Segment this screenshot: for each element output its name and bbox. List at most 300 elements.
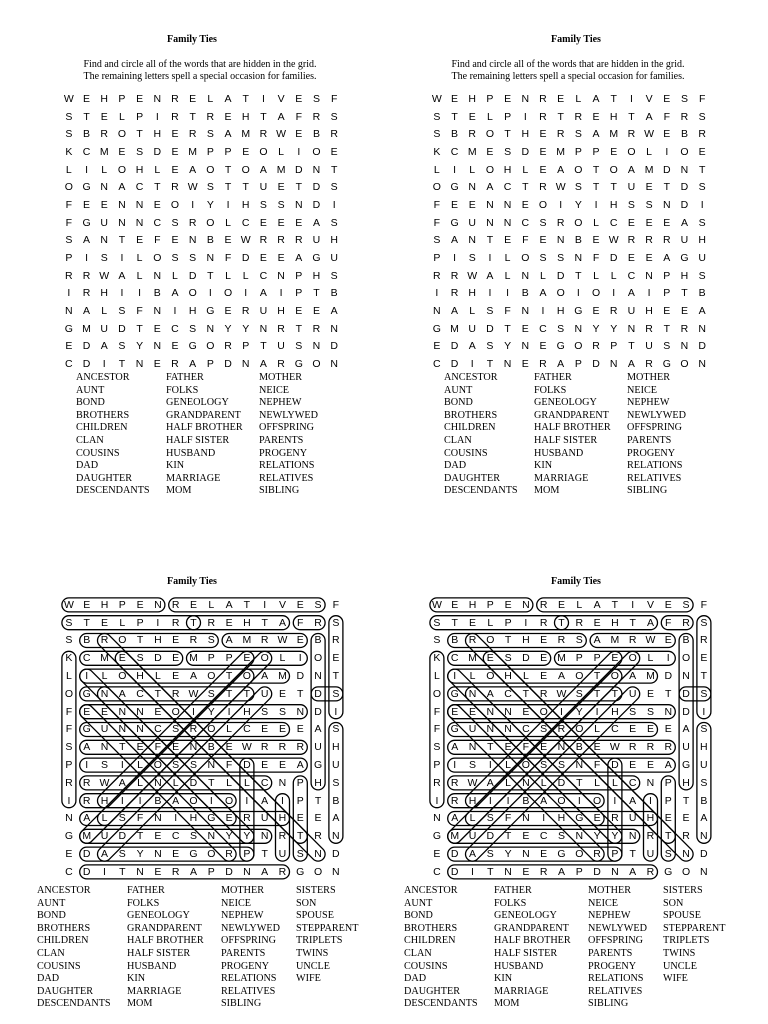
grid-letter: M — [609, 128, 619, 141]
grid-letter: B — [83, 128, 91, 141]
word-column — [127, 885, 204, 1011]
grid-letter: A — [261, 865, 269, 878]
grid-letter: L — [540, 776, 547, 789]
grid-letter: W — [431, 92, 442, 105]
word-list-item: COUSINS — [37, 960, 81, 972]
grid-letter: I — [612, 287, 616, 300]
grid-letter: O — [432, 687, 441, 700]
grid-letter: B — [521, 287, 529, 300]
grid-letter: T — [593, 687, 601, 700]
grid-letter: E — [700, 652, 708, 665]
grid-letter: R — [312, 110, 321, 123]
grid-letter: Y — [243, 830, 251, 843]
word-list-item: KIN — [534, 460, 553, 472]
word-list-item: GRANDPARENT — [494, 922, 569, 934]
grid-letter: I — [332, 198, 336, 211]
grid-letter: T — [297, 830, 304, 843]
grid-letter: L — [207, 92, 214, 105]
word-column — [404, 885, 478, 1011]
grid-letter: P — [611, 848, 619, 861]
grid-letter: N — [662, 198, 671, 211]
grid-letter: L — [242, 269, 249, 282]
grid-letter: R — [645, 234, 653, 247]
grid-letter: E — [172, 670, 180, 683]
word-list-item: GRANDPARENT — [166, 409, 241, 421]
grid-letter: W — [555, 181, 566, 194]
grid-letter: E — [83, 92, 91, 105]
grid-letter: E — [664, 598, 672, 611]
grid-letter: E — [504, 741, 512, 754]
grid-letter: B — [330, 287, 338, 300]
grid-letter: N — [433, 305, 441, 318]
grid-letter: O — [312, 145, 321, 158]
grid-letter: B — [83, 634, 91, 647]
grid-letter: W — [609, 741, 620, 754]
grid-letter: H — [468, 92, 477, 105]
instruction-line-1: Find and circle all of the words that are hidden in the grid. — [451, 59, 685, 70]
grid-letter: F — [700, 598, 708, 611]
grid-letter: D — [450, 340, 459, 353]
grid-letter: I — [67, 287, 71, 300]
grid-letter: I — [595, 705, 599, 718]
grid-letter: E — [593, 616, 601, 629]
grid-letter: Y — [610, 322, 618, 335]
grid-letter: H — [136, 670, 144, 683]
grid-letter: E — [663, 216, 671, 229]
word-list-item: MOM — [534, 485, 560, 497]
grid-letter: O — [207, 848, 216, 861]
grid-letter: A — [627, 163, 635, 176]
grid-letter: N — [206, 252, 215, 265]
grid-letter: T — [83, 616, 90, 629]
grid-letter: T — [136, 322, 143, 335]
grid-letter: N — [65, 305, 73, 318]
word-list-item: PARENTS — [627, 434, 672, 446]
word-column — [37, 885, 111, 1011]
grid-letter: T — [629, 616, 636, 629]
word-list-item: MOTHER — [627, 372, 671, 383]
grid-letter: N — [135, 358, 144, 371]
grid-letter: N — [522, 598, 530, 611]
grid-letter: S — [330, 110, 338, 123]
grid-letter: T — [628, 340, 635, 353]
grid-letter: L — [469, 670, 476, 683]
instruction-line-2: The remaining letters spell a special occasion for families. — [451, 71, 685, 82]
grid-letter: I — [666, 652, 670, 665]
grid-letter: R — [314, 830, 322, 843]
grid-letter: E — [172, 652, 180, 665]
word-list-item: DAUGHTER — [404, 985, 461, 997]
grid-letter: E — [261, 759, 269, 772]
grid-letter: S — [540, 723, 548, 736]
grid-letter: H — [611, 705, 619, 718]
grid-letter: N — [154, 848, 162, 861]
grid-letter: E — [171, 128, 179, 141]
grid-letter: L — [101, 305, 108, 318]
grid-letter: G — [662, 358, 671, 371]
grid-letter: O — [681, 652, 691, 665]
grid-letter: N — [207, 830, 216, 843]
grid-letter: T — [225, 670, 233, 683]
grid-letter: U — [628, 687, 637, 700]
grid-letter: F — [665, 616, 672, 629]
grid-letter: I — [560, 705, 563, 718]
grid-letter: R — [100, 128, 109, 141]
grid-letter: D — [611, 759, 619, 772]
grid-letter: O — [485, 163, 494, 176]
grid-letter: L — [225, 269, 231, 282]
grid-letter: F — [297, 616, 304, 629]
word-list-item: BROTHERS — [444, 409, 498, 421]
grid-letter: H — [680, 269, 689, 282]
grid-letter: D — [592, 358, 600, 371]
grid-letter: S — [65, 110, 73, 123]
grid-letter: E — [314, 812, 322, 825]
grid-letter: P — [663, 269, 671, 282]
grid-letter: A — [118, 181, 126, 194]
grid-letter: D — [680, 198, 689, 211]
grid-letter: C — [135, 181, 144, 194]
grid-letter: N — [206, 322, 215, 335]
grid-letter: L — [505, 759, 511, 772]
grid-letter: L — [433, 163, 440, 176]
grid-letter: T — [487, 741, 494, 754]
grid-letter: R — [698, 128, 706, 141]
grid-letter: T — [592, 163, 600, 176]
word-list-item: RELATIVES — [588, 985, 643, 997]
grid-letter: R — [627, 234, 636, 247]
grid-letter: P — [486, 92, 494, 105]
grid-letter: E — [154, 830, 162, 843]
grid-letter: R — [189, 723, 198, 736]
grid-letter: S — [171, 216, 179, 229]
grid-letter: G — [450, 687, 459, 700]
grid-letter: S — [100, 759, 108, 772]
grid-letter: E — [100, 705, 108, 718]
grid-letter: S — [539, 252, 547, 265]
grid-letter: R — [682, 830, 690, 843]
grid-letter: O — [556, 287, 565, 300]
grid-letter: W — [188, 687, 199, 700]
grid-letter: L — [647, 652, 654, 665]
grid-letter: N — [486, 723, 495, 736]
grid-letter: C — [522, 723, 530, 736]
instructions — [384, 59, 752, 83]
grid-letter: N — [189, 741, 198, 754]
grid-letter: A — [451, 812, 459, 825]
grid-letter: T — [295, 181, 302, 194]
grid-letter: O — [170, 198, 180, 211]
grid-letter: I — [576, 287, 580, 300]
grid-letter: R — [450, 287, 459, 300]
grid-letter: C — [433, 865, 441, 878]
word-list-item: NEWLYWED — [259, 409, 318, 421]
grid-letter: I — [244, 287, 248, 300]
answer-key-bottom-left — [0, 512, 384, 1024]
grid-letter: E — [224, 110, 232, 123]
grid-letter: I — [192, 705, 195, 718]
puzzle-top-left — [0, 0, 384, 512]
grid-letter: E — [153, 322, 161, 335]
grid-letter: R — [171, 110, 179, 123]
grid-letter: W — [277, 634, 288, 647]
grid-letter: E — [171, 145, 179, 158]
grid-letter: E — [153, 358, 161, 371]
grid-letter: O — [223, 287, 233, 300]
grid-letter: R — [539, 358, 547, 371]
word-list-item: DAUGHTER — [76, 472, 133, 484]
grid-letter: S — [698, 269, 706, 282]
grid-letter: R — [539, 598, 548, 611]
grid-letter: P — [663, 287, 671, 300]
grid-letter: F — [592, 252, 600, 265]
grid-letter: H — [278, 812, 287, 825]
grid-letter: F — [663, 110, 670, 123]
grid-letter: I — [524, 616, 528, 629]
grid-letter: E — [189, 598, 197, 611]
word-list-item: RELATIVES — [259, 472, 314, 484]
grid-letter: D — [82, 340, 91, 353]
grid-letter: T — [504, 634, 512, 647]
grid-letter: N — [486, 198, 494, 211]
grid-letter: E — [296, 634, 304, 647]
word-list-item: NEPHEW — [627, 397, 670, 409]
grid-letter: A — [312, 216, 320, 229]
grid-letter: G — [664, 865, 673, 878]
word-list-item: FOLKS — [166, 384, 199, 396]
grid-letter: T — [261, 616, 268, 629]
grid-letter: D — [188, 269, 197, 282]
grid-letter: T — [700, 670, 708, 683]
grid-letter: N — [522, 812, 530, 825]
grid-letter: I — [334, 705, 338, 718]
word-list-item: BOND — [444, 397, 473, 409]
grid-letter: S — [330, 216, 338, 229]
grid-letter: N — [468, 181, 477, 194]
grid-letter: S — [557, 830, 565, 843]
grid-letter: I — [226, 198, 230, 211]
grid-letter: W — [240, 234, 251, 247]
puzzle-title: Family Ties — [167, 34, 217, 45]
word-list-item: OFFSPRING — [259, 422, 314, 434]
word-list-item: WIFE — [296, 973, 321, 985]
grid-letter: U — [259, 305, 268, 318]
grid-letter: E — [225, 812, 233, 825]
word-list-item: DAD — [444, 460, 467, 472]
grid-letter: S — [539, 216, 547, 229]
grid-letter: U — [100, 723, 109, 736]
grid-letter: M — [557, 652, 566, 665]
grid-letter: U — [100, 216, 109, 229]
grid-letter: E — [278, 687, 286, 700]
grid-letter: L — [576, 598, 583, 611]
grid-letter: T — [681, 287, 688, 300]
grid-letter: S — [540, 759, 548, 772]
grid-letter: R — [260, 741, 269, 754]
grid-letter: N — [154, 598, 162, 611]
grid-letter: D — [82, 358, 91, 371]
grid-letter: H — [314, 776, 322, 789]
grid-letter: O — [207, 670, 216, 683]
grid-letter: N — [100, 181, 109, 194]
grid-letter: G — [207, 812, 216, 825]
grid-letter: N — [698, 322, 706, 335]
word-list-item: HUSBAND — [166, 447, 216, 459]
grid-letter: E — [593, 812, 601, 825]
grid-letter: E — [522, 830, 530, 843]
grid-letter: N — [664, 705, 673, 718]
grid-letter: S — [574, 128, 582, 141]
grid-letter: I — [155, 110, 159, 123]
grid-letter: G — [82, 687, 91, 700]
grid-letter: S — [700, 616, 708, 629]
word-list-item: RELATIVES — [627, 472, 682, 484]
grid-letter: O — [609, 163, 618, 176]
word-list-item: OFFSPRING — [588, 935, 643, 947]
grid-letter: L — [278, 145, 285, 158]
grid-letter: D — [700, 848, 708, 861]
grid-letter: I — [559, 198, 563, 211]
word-list-item: BOND — [37, 910, 66, 922]
grid-letter: T — [332, 670, 340, 683]
grid-letter: D — [682, 705, 690, 718]
grid-letter: R — [330, 128, 338, 141]
grid-letter: H — [468, 598, 477, 611]
grid-letter: E — [593, 741, 601, 754]
grid-letter: O — [117, 163, 126, 176]
grid-letter: S — [504, 652, 512, 665]
grid-letter: S — [682, 598, 690, 611]
grid-letter: G — [450, 723, 459, 736]
word-list-item: UNCLE — [296, 960, 330, 972]
grid-letter: R — [662, 234, 671, 247]
grid-letter: H — [521, 128, 530, 141]
grid-letter: T — [260, 110, 267, 123]
grid-letter: N — [278, 776, 287, 789]
grid-letter: N — [700, 865, 708, 878]
grid-letter: O — [153, 252, 162, 265]
grid-letter: A — [468, 340, 476, 353]
grid-letter: T — [665, 687, 672, 700]
word-list-item: GRANDPARENT — [534, 409, 609, 421]
grid-letter: S — [330, 269, 338, 282]
grid-letter: E — [682, 812, 690, 825]
grid-letter: E — [277, 181, 285, 194]
grid-letter: R — [539, 865, 548, 878]
grid-letter: N — [503, 198, 512, 211]
grid-letter: N — [277, 269, 285, 282]
grid-letter: H — [468, 794, 477, 807]
answer-key-bottom-right — [384, 512, 768, 1024]
word-list-item: SPOUSE — [663, 910, 701, 922]
grid-letter: A — [629, 865, 637, 878]
grid-letter: O — [627, 145, 636, 158]
instruction-line-2: The remaining letters spell a special occasion for families. — [83, 71, 317, 82]
grid-letter: S — [574, 181, 582, 194]
grid-letter: S — [557, 322, 565, 335]
grid-letter: S — [65, 616, 73, 629]
grid-letter: F — [593, 759, 601, 772]
grid-letter: E — [65, 340, 73, 353]
grid-letter: R — [100, 634, 109, 647]
grid-letter: U — [628, 812, 637, 825]
grid-letter: A — [83, 305, 91, 318]
grid-letter: I — [85, 252, 88, 265]
grid-letter: E — [663, 305, 671, 318]
grid-letter: R — [450, 776, 459, 789]
grid-letter: S — [332, 723, 340, 736]
grid-letter: P — [65, 759, 73, 772]
grid-letter: T — [611, 687, 619, 700]
word-list-item: CHILDREN — [76, 422, 128, 434]
grid-letter: R — [433, 269, 441, 282]
grid-letter: D — [609, 252, 618, 265]
grid-letter: S — [118, 848, 126, 861]
grid-letter: O — [538, 198, 548, 211]
grid-letter: F — [433, 216, 441, 229]
word-list-item: FOLKS — [494, 897, 527, 909]
grid-letter: I — [702, 705, 706, 718]
grid-letter: I — [629, 92, 633, 105]
grid-letter: N — [312, 340, 321, 353]
grid-letter: E — [83, 598, 91, 611]
grid-letter: T — [504, 322, 511, 335]
grid-letter: W — [241, 741, 252, 754]
grid-letter: L — [136, 269, 143, 282]
grid-letter: E — [172, 634, 180, 647]
word-list-item: BROTHERS — [404, 922, 458, 934]
grid-letter: S — [118, 305, 126, 318]
grid-letter: S — [207, 687, 215, 700]
grid-letter: A — [627, 287, 635, 300]
word-column — [444, 372, 518, 498]
grid-letter: E — [663, 128, 671, 141]
grid-letter: S — [261, 705, 269, 718]
grid-letter: H — [189, 812, 198, 825]
word-list-item: HALF SISTER — [494, 947, 558, 959]
grid-letter: F — [504, 305, 511, 318]
word-list-item: PROGENY — [588, 960, 637, 972]
grid-letter: E — [592, 305, 600, 318]
solved-letter-grid — [428, 596, 713, 881]
grid-letter: S — [65, 741, 73, 754]
grid-letter: R — [592, 340, 600, 353]
word-list-item: DAD — [37, 973, 60, 985]
grid-letter: O — [207, 723, 216, 736]
grid-letter: N — [627, 322, 636, 335]
grid-letter: S — [330, 181, 338, 194]
grid-letter: S — [700, 723, 708, 736]
grid-letter: C — [539, 830, 548, 843]
grid-letter: S — [332, 776, 340, 789]
grid-letter: I — [102, 358, 106, 371]
grid-letter: C — [609, 216, 618, 229]
grid-letter: C — [65, 865, 73, 878]
grid-letter: H — [188, 305, 197, 318]
grid-letter: H — [241, 110, 250, 123]
grid-letter: H — [557, 812, 566, 825]
grid-letter: R — [243, 812, 251, 825]
grid-letter: T — [136, 830, 144, 843]
grid-letter: I — [120, 287, 124, 300]
grid-letter: S — [172, 759, 180, 772]
grid-letter: I — [649, 794, 652, 807]
grid-letter: O — [117, 128, 126, 141]
grid-letter: L — [208, 598, 215, 611]
grid-letter: M — [450, 830, 460, 843]
word-list-item: SON — [663, 897, 684, 909]
grid-letter: T — [665, 830, 672, 843]
